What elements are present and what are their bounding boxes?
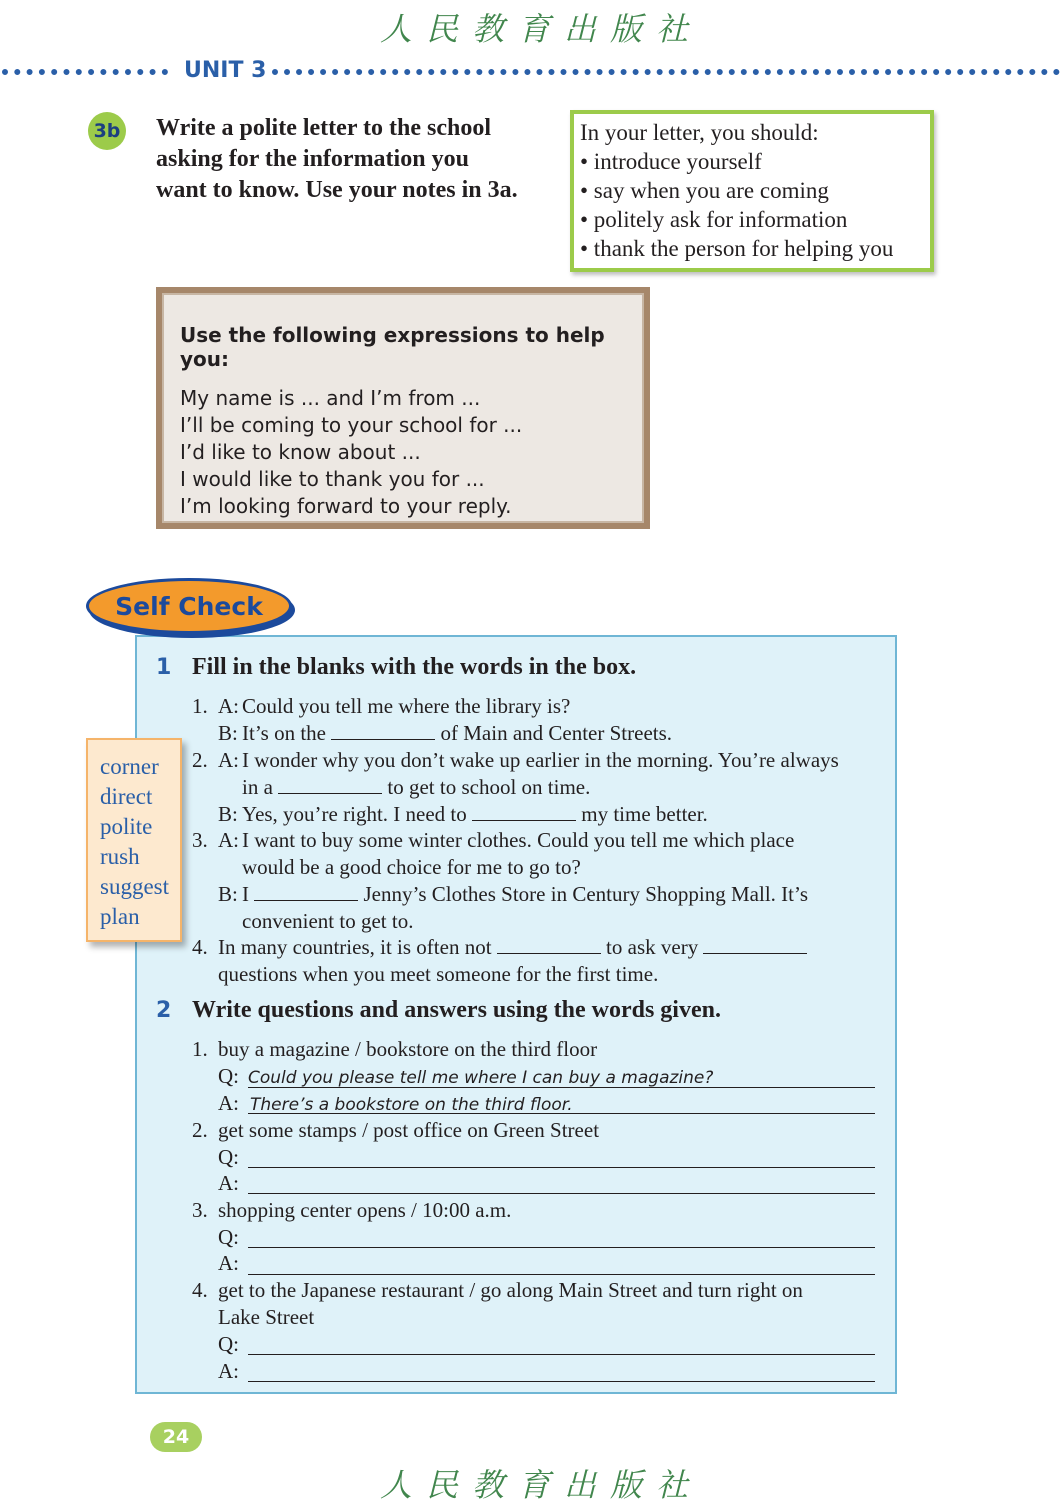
expression-line: I’d like to know about ... <box>180 440 421 464</box>
letter-checklist-box <box>570 110 934 272</box>
item-number: 2. <box>192 1118 208 1142</box>
item-prompt-cont: Lake Street <box>218 1305 315 1329</box>
text-segment: to get to school on time. <box>387 775 591 799</box>
dialogue-line: Could you tell me where the library is? <box>242 694 571 718</box>
checklist-item: • thank the person for helping you <box>580 236 894 261</box>
expression-line: I’m looking forward to your reply. <box>180 494 512 518</box>
self-check-badge: Self Check <box>86 578 292 634</box>
sentence-line: questions when you meet someone for the first time. <box>218 962 659 986</box>
page-number: 24 <box>150 1422 202 1452</box>
expression-line: I would like to thank you for ... <box>180 467 485 491</box>
dialogue-line: convenient to get to. <box>242 909 414 933</box>
fill-blank[interactable] <box>254 882 358 901</box>
instruction-line: asking for the information you <box>156 146 469 172</box>
example-question: Could you please tell me where I can buy a magazine? <box>248 1068 714 1088</box>
speaker-label: A: <box>218 694 239 718</box>
word-option: plan <box>100 904 140 929</box>
dialogue-line: I want to buy some winter clothes. Could you tell me which place <box>242 828 795 852</box>
item-prompt: buy a magazine / bookstore on the third floor <box>218 1037 598 1061</box>
answer-label: A: <box>218 1091 239 1115</box>
item-number: 4. <box>192 935 208 959</box>
item-prompt: get to the Japanese restaurant / go along Main Street and turn right on <box>218 1278 803 1302</box>
word-option: polite <box>100 814 153 839</box>
speaker-label: A: <box>218 828 239 852</box>
item-prompt: get some stamps / post office on Green Street <box>218 1118 600 1142</box>
speaker-label: A: <box>218 748 239 772</box>
task-3b-badge: 3b <box>88 112 126 150</box>
checklist-item: • politely ask for information <box>580 207 848 232</box>
expressions-box <box>156 287 650 529</box>
expression-line: I’ll be coming to your school for ... <box>180 413 523 437</box>
example-answer: There’s a bookstore on the third floor. <box>250 1095 573 1115</box>
question-label: Q: <box>218 1145 239 1169</box>
text-segment: It’s on the <box>242 721 326 745</box>
text-segment: in a <box>242 775 273 799</box>
fill-blank[interactable] <box>497 935 601 954</box>
instruction-line: Write a polite letter to the school <box>156 115 492 141</box>
answer-label: A: <box>218 1171 239 1195</box>
speaker-label: B: <box>218 802 238 826</box>
text-segment: my time better. <box>581 802 708 826</box>
checklist-item: • say when you are coming <box>580 178 829 203</box>
speaker-label: B: <box>218 721 238 745</box>
word-box <box>86 738 182 942</box>
text-segment: Yes, you’re right. I need to <box>242 802 467 826</box>
fill-blank[interactable] <box>331 721 435 740</box>
word-option: suggest <box>100 874 169 899</box>
dialogue-line <box>242 802 708 827</box>
item-number: 3. <box>192 828 208 852</box>
sentence-line <box>218 935 807 960</box>
text-segment: In many countries, it is often not <box>218 935 492 959</box>
item-number: 4. <box>192 1278 208 1302</box>
section-2-title: Write questions and answers using the words given. <box>192 997 721 1023</box>
item-number: 1. <box>192 694 208 718</box>
answer-line[interactable] <box>248 1247 875 1248</box>
answer-line[interactable] <box>248 1087 875 1088</box>
unit-label: UNIT 3 <box>184 58 267 83</box>
answer-line[interactable] <box>248 1113 875 1114</box>
dialogue-line <box>242 775 590 800</box>
item-number: 3. <box>192 1198 208 1222</box>
question-label: Q: <box>218 1064 239 1088</box>
text-segment: to ask very <box>606 935 699 959</box>
text-segment: I <box>242 882 249 906</box>
word-option: rush <box>100 844 140 869</box>
answer-line[interactable] <box>248 1193 875 1194</box>
dialogue-line <box>242 882 808 907</box>
instruction-line: want to know. Use your notes in 3a. <box>156 177 518 203</box>
speaker-label: B: <box>218 882 238 906</box>
publisher-watermark-top: 人民教育出版社 <box>380 10 703 48</box>
text-segment: of Main and Center Streets. <box>440 721 673 745</box>
dotted-rule-left <box>2 69 168 75</box>
word-option: corner <box>100 754 159 779</box>
item-prompt: shopping center opens / 10:00 a.m. <box>218 1198 512 1222</box>
dialogue-line: I wonder why you don’t wake up earlier in the morning. You’re always <box>242 748 839 772</box>
word-option: direct <box>100 784 153 809</box>
fill-blank[interactable] <box>472 802 576 821</box>
dialogue-line: would be a good choice for me to go to? <box>242 855 581 879</box>
answer-line[interactable] <box>248 1274 875 1275</box>
fill-blank[interactable] <box>278 775 382 794</box>
publisher-watermark-bottom: 人民教育出版社 <box>380 1466 703 1504</box>
item-number: 1. <box>192 1037 208 1061</box>
text-segment: Jenny’s Clothes Store in Century Shopping Mall. It’s <box>363 882 808 906</box>
task-3b-instruction <box>156 113 556 206</box>
section-1-title: Fill in the blanks with the words in the box. <box>192 654 637 680</box>
question-label: Q: <box>218 1225 239 1249</box>
answer-label: A: <box>218 1359 239 1383</box>
section-2-number: 2 <box>156 998 172 1023</box>
expression-line: My name is ... and I’m from ... <box>180 386 481 410</box>
dotted-rule-right <box>272 69 1060 75</box>
item-number: 2. <box>192 748 208 772</box>
section-1-number: 1 <box>156 655 172 680</box>
answer-label: A: <box>218 1251 239 1275</box>
fill-blank[interactable] <box>703 935 807 954</box>
expressions-heading: Use the following expressions to help you: <box>180 323 605 371</box>
answer-line[interactable] <box>248 1381 875 1382</box>
checklist-item: • introduce yourself <box>580 149 762 174</box>
question-label: Q: <box>218 1332 239 1356</box>
checklist-heading: In your letter, you should: <box>580 120 819 145</box>
answer-line[interactable] <box>248 1167 875 1168</box>
dialogue-line <box>242 721 672 746</box>
answer-line[interactable] <box>248 1354 875 1355</box>
